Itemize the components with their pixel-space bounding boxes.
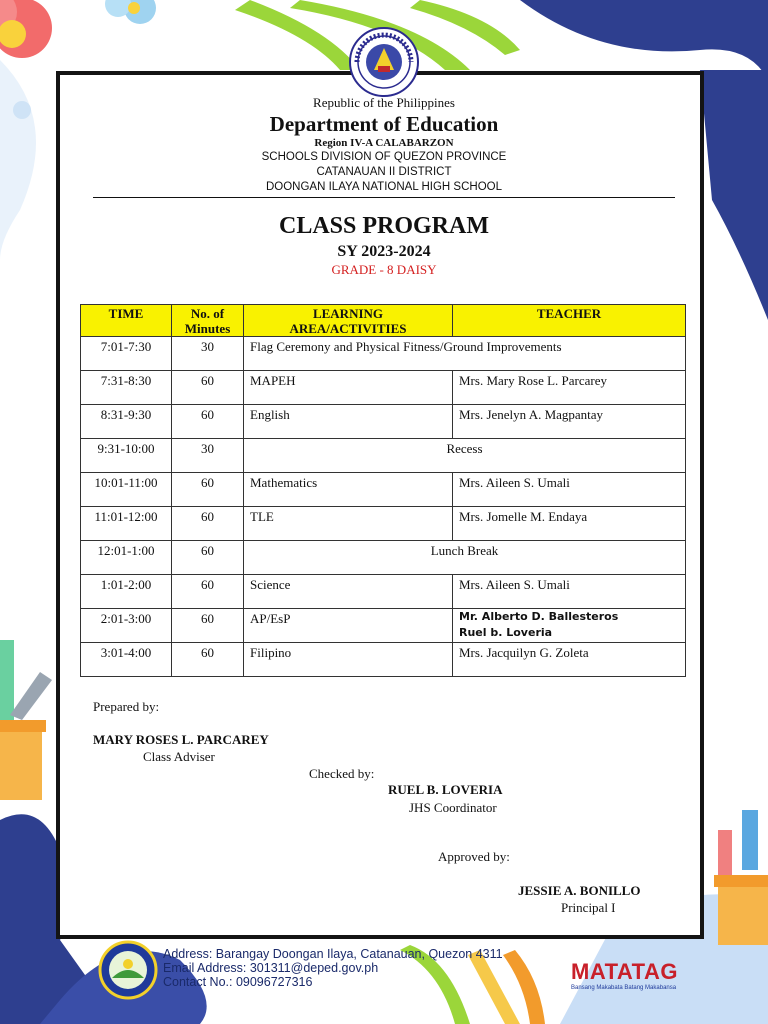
time-cell: 2:01-3:00: [81, 609, 172, 643]
prepared-by-name: MARY ROSES L. PARCAREY: [93, 732, 269, 747]
table-row: [81, 405, 686, 439]
header-divider: [93, 197, 675, 198]
time-cell: 12:01-1:00: [81, 541, 172, 575]
table-row: [81, 439, 686, 473]
table-row: [81, 609, 686, 643]
header-learning-area: LEARNING AREA/ACTIVITIES: [244, 305, 453, 337]
table-row: [81, 541, 686, 575]
class-program-title: CLASS PROGRAM: [278, 213, 489, 239]
minutes-cell: 60: [172, 575, 244, 609]
area-cell: Science: [244, 575, 453, 609]
approved-by-label: Approved by:: [438, 849, 510, 864]
area-cell: Flag Ceremony and Physical Fitness/Ground Improvements: [244, 337, 686, 371]
area-cell: English: [244, 405, 453, 439]
area-cell: TLE: [244, 507, 453, 541]
department-title: Department of Education: [269, 112, 499, 136]
class-schedule-table: [80, 304, 686, 677]
time-cell: 8:31-9:30: [81, 405, 172, 439]
region-line: Region IV-A CALABARZON: [314, 137, 454, 149]
teacher-cell: Mrs. Jacquilyn G. Zoleta: [453, 643, 686, 677]
teacher-cell: [453, 609, 686, 643]
teacher-cell: Mrs. Jenelyn A. Magpantay: [453, 405, 686, 439]
minutes-cell: 30: [172, 337, 244, 371]
teacher-cell: Mrs. Jomelle M. Endaya: [453, 507, 686, 541]
teacher-cell: Mrs. Aileen S. Umali: [453, 575, 686, 609]
table-row: [81, 507, 686, 541]
table-header-row: [81, 305, 686, 337]
grade-section: GRADE - 8 DAISY: [331, 262, 437, 277]
minutes-cell: 30: [172, 439, 244, 473]
footer-contact: Contact No.: 09096727316: [163, 975, 313, 989]
header-time: TIME: [81, 305, 172, 337]
area-cell: Mathematics: [244, 473, 453, 507]
table-row: [81, 473, 686, 507]
time-cell: 7:01-7:30: [81, 337, 172, 371]
prepared-by-title: Class Adviser: [143, 749, 215, 764]
area-cell: MAPEH: [244, 371, 453, 405]
table-row: [81, 643, 686, 677]
time-cell: 3:01-4:00: [81, 643, 172, 677]
teacher-cell: Mrs. Aileen S. Umali: [453, 473, 686, 507]
school-line: DOONGAN ILAYA NATIONAL HIGH SCHOOL: [265, 181, 502, 193]
pencil-cup-icon: [0, 640, 52, 800]
time-cell: 11:01-12:00: [81, 507, 172, 541]
table-row: [81, 371, 686, 405]
minutes-cell: 60: [172, 507, 244, 541]
matatag-logo: [571, 960, 678, 992]
minutes-cell: 60: [172, 643, 244, 677]
teacher-cell: Mrs. Mary Rose L. Parcarey: [453, 371, 686, 405]
matatag-wordmark: MATATAG: [571, 959, 678, 984]
district-line: CATANAUAN II DISTRICT: [316, 166, 452, 178]
checked-by-title: JHS Coordinator: [409, 800, 497, 815]
area-cell: Recess: [244, 439, 686, 473]
blue-flower-icon: [105, 0, 156, 24]
school-logo-icon: [98, 940, 158, 1000]
checked-by-name: RUEL B. LOVERIA: [388, 782, 503, 797]
school-year: SY 2023-2024: [337, 243, 431, 260]
footer-address: Address: Barangay Doongan Ilaya, Catanauan, Quezon 4311: [163, 947, 503, 961]
time-cell: 7:31-8:30: [81, 371, 172, 405]
minutes-cell: 60: [172, 473, 244, 507]
time-cell: 10:01-11:00: [81, 473, 172, 507]
area-cell: AP/EsP: [244, 609, 453, 643]
area-cell: Lunch Break: [244, 541, 686, 575]
table-row: [81, 337, 686, 371]
flower-decoration-icon: [0, 0, 52, 58]
approved-by-name: JESSIE A. BONILLO: [518, 883, 641, 898]
minutes-cell: 60: [172, 405, 244, 439]
checked-by-label: Checked by:: [309, 766, 375, 781]
minutes-cell: 60: [172, 371, 244, 405]
republic-line: Republic of the Philippines: [313, 95, 455, 110]
table-row: [81, 575, 686, 609]
deped-seal-icon: [348, 26, 420, 98]
time-cell: 9:31-10:00: [81, 439, 172, 473]
minutes-cell: 60: [172, 541, 244, 575]
prepared-by-label: Prepared by:: [93, 699, 160, 714]
time-cell: 1:01-2:00: [81, 575, 172, 609]
area-cell: Filipino: [244, 643, 453, 677]
header-teacher: TEACHER: [453, 305, 686, 337]
approved-by-title: Principal I: [561, 900, 616, 915]
teacher-name-2: Ruel b. Loveria: [459, 626, 553, 639]
header-minutes: No. of Minutes: [172, 305, 244, 337]
matatag-tagline: Bansang Makabata Batang Makabansa: [571, 985, 677, 991]
footer-email: Email Address: 301311@deped.gov.ph: [163, 961, 379, 975]
minutes-cell: 60: [172, 609, 244, 643]
division-line: SCHOOLS DIVISION OF QUEZON PROVINCE: [261, 151, 507, 163]
teacher-name: Mr. Alberto D. Ballesteros: [459, 610, 619, 623]
